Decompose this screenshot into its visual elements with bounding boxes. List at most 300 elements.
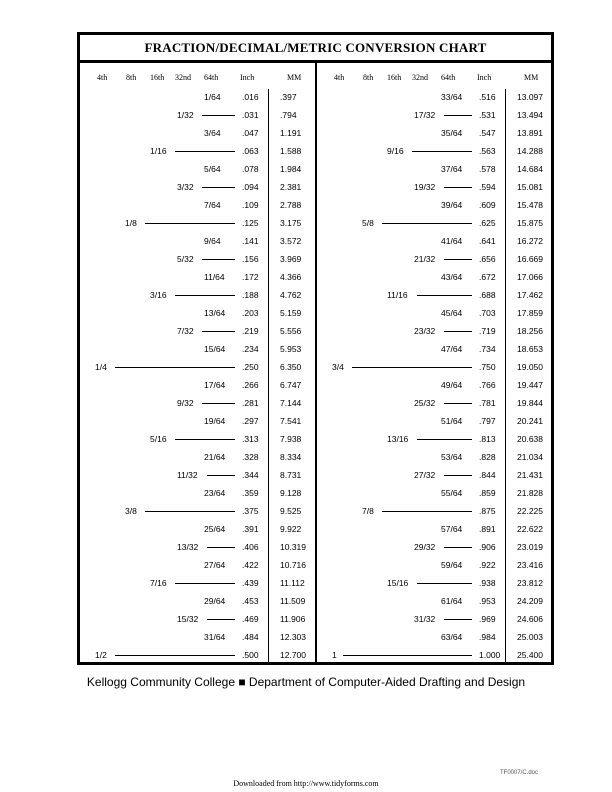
fraction-value: 3/64 (204, 128, 221, 138)
inch-value: .781 (479, 398, 496, 408)
fraction-value: 49/64 (441, 380, 463, 390)
mm-value: 14.288 (517, 146, 543, 156)
fraction-value: 13/32 (177, 542, 199, 552)
column-header: 64th (204, 73, 219, 82)
conversion-row (317, 503, 551, 521)
mm-value: 10.319 (280, 542, 306, 552)
inch-value: .984 (479, 632, 496, 642)
leader-line (412, 151, 472, 152)
mm-value: 3.572 (280, 236, 302, 246)
mm-value: 13.097 (517, 92, 543, 102)
fraction-value: 11/64 (204, 272, 225, 282)
fraction-value: 21/32 (414, 254, 436, 264)
inch-value: .563 (479, 146, 496, 156)
fraction-value: 55/64 (441, 488, 463, 498)
conversion-row (317, 575, 551, 593)
conversion-row (317, 161, 551, 179)
mm-value: 24.606 (517, 614, 543, 624)
mm-value: 7.938 (280, 434, 302, 444)
conversion-row (317, 593, 551, 611)
mm-value: 9.922 (280, 524, 302, 534)
fraction-value: 1/32 (177, 110, 194, 120)
fraction-value: 7/8 (362, 506, 374, 516)
leader-line (343, 655, 472, 656)
fraction-value: 5/16 (150, 434, 167, 444)
conversion-row (80, 341, 315, 359)
fraction-value: 1 (332, 650, 337, 660)
conversion-row (317, 539, 551, 557)
fraction-value: 1/2 (95, 650, 107, 660)
fraction-value: 13/16 (387, 434, 409, 444)
mm-value: 16.272 (517, 236, 543, 246)
leader-line (444, 475, 472, 476)
fraction-value: 33/64 (441, 92, 463, 102)
mm-value: 19.050 (517, 362, 543, 372)
fraction-value: 3/16 (150, 290, 167, 300)
inch-value: .969 (479, 614, 496, 624)
mm-value: 16.669 (517, 254, 543, 264)
conversion-row (80, 539, 315, 557)
leader-line (444, 331, 472, 332)
conversion-row (80, 107, 315, 125)
conversion-row (317, 233, 551, 251)
conversion-row (80, 215, 315, 233)
mm-value: 22.622 (517, 524, 543, 534)
mm-value: 7.144 (280, 398, 302, 408)
fraction-value: 5/32 (177, 254, 194, 264)
fraction-value: 5/64 (204, 164, 221, 174)
conversion-row (80, 431, 315, 449)
mm-value: 5.556 (280, 326, 302, 336)
inch-value: .797 (479, 416, 496, 426)
mm-value: 5.953 (280, 344, 302, 354)
inch-value: .203 (242, 308, 259, 318)
mm-value: 2.788 (280, 200, 302, 210)
leader-line (417, 439, 472, 440)
fraction-value: 29/32 (414, 542, 436, 552)
mm-value: 9.525 (280, 506, 302, 516)
leader-line (207, 619, 235, 620)
fraction-value: 3/8 (125, 506, 137, 516)
inch-value: .328 (242, 452, 259, 462)
inch-value: .500 (242, 650, 259, 660)
inch-value: .813 (479, 434, 496, 444)
conversion-row (317, 215, 551, 233)
conversion-row (317, 287, 551, 305)
mm-value: .397 (280, 92, 297, 102)
mm-value: 20.241 (517, 416, 543, 426)
fraction-value: 27/64 (204, 560, 226, 570)
conversion-row (80, 575, 315, 593)
mm-value: 1.191 (280, 128, 302, 138)
inch-value: .141 (242, 236, 259, 246)
leader-line (202, 331, 235, 332)
inch-value: .281 (242, 398, 259, 408)
inch-value: .516 (479, 92, 496, 102)
mm-value: 11.906 (280, 614, 306, 624)
inch-value: .266 (242, 380, 259, 390)
mm-value: 13.494 (517, 110, 543, 120)
fraction-value: 1/8 (125, 218, 137, 228)
mm-value: 21.034 (517, 452, 543, 462)
inch-value: .578 (479, 164, 496, 174)
inch-value: .406 (242, 542, 259, 552)
conversion-row (80, 413, 315, 431)
conversion-row (80, 233, 315, 251)
mm-value: .794 (280, 110, 297, 120)
inch-value: .594 (479, 182, 496, 192)
fraction-value: 23/64 (204, 488, 226, 498)
fraction-value: 1/64 (204, 92, 221, 102)
mm-value: 4.366 (280, 272, 302, 282)
conversion-row (80, 89, 315, 107)
mm-value: 10.716 (280, 560, 306, 570)
fraction-value: 53/64 (441, 452, 463, 462)
conversion-row (80, 557, 315, 575)
conversion-row (317, 125, 551, 143)
mm-value: 6.350 (280, 362, 302, 372)
mm-value: 25.400 (517, 650, 543, 660)
conversion-row (80, 323, 315, 341)
inch-value: .297 (242, 416, 259, 426)
leader-line (145, 223, 235, 224)
inch-value: .875 (479, 506, 496, 516)
inch-value: .063 (242, 146, 259, 156)
fraction-value: 3/32 (177, 182, 194, 192)
conversion-row (80, 305, 315, 323)
inch-value: .938 (479, 578, 496, 588)
inch-value: .344 (242, 470, 259, 480)
mm-value: 18.653 (517, 344, 543, 354)
inch-value: .375 (242, 506, 259, 516)
mm-value: 21.828 (517, 488, 543, 498)
document-code: TF0007/C.doc (500, 770, 539, 776)
inch-value: .250 (242, 362, 259, 372)
fraction-value: 29/64 (204, 596, 226, 606)
conversion-row (317, 467, 551, 485)
conversion-row (317, 107, 551, 125)
conversion-row (317, 629, 551, 647)
column-header: 32nd (412, 73, 428, 82)
conversion-row (80, 359, 315, 377)
fraction-value: 1/4 (95, 362, 107, 372)
inch-value: .359 (242, 488, 259, 498)
column-header: MM (287, 73, 302, 82)
conversion-row (317, 485, 551, 503)
fraction-value: 41/64 (441, 236, 463, 246)
mm-value: 24.209 (517, 596, 543, 606)
conversion-row (317, 359, 551, 377)
conversion-row (80, 503, 315, 521)
conversion-row (80, 467, 315, 485)
mm-value: 9.128 (280, 488, 302, 498)
inch-value: .219 (242, 326, 259, 336)
mm-value: 23.019 (517, 542, 543, 552)
conversion-row (317, 521, 551, 539)
conversion-row (80, 521, 315, 539)
conversion-row (317, 449, 551, 467)
fraction-value: 47/64 (441, 344, 463, 354)
mm-value: 1.588 (280, 146, 302, 156)
inch-value: .078 (242, 164, 259, 174)
conversion-row (80, 197, 315, 215)
fraction-value: 51/64 (441, 416, 463, 426)
inch-value: .469 (242, 614, 259, 624)
column-header: 16th (150, 73, 165, 82)
fraction-value: 15/32 (177, 614, 199, 624)
inch-value: .656 (479, 254, 496, 264)
conversion-row (317, 431, 551, 449)
left-panel (80, 63, 317, 662)
inch-value: .031 (242, 110, 259, 120)
mm-value: 7.541 (280, 416, 302, 426)
fraction-value: 17/32 (414, 110, 436, 120)
mm-value: 3.969 (280, 254, 302, 264)
inch-value: .844 (479, 470, 496, 480)
conversion-row (80, 593, 315, 611)
column-header: MM (524, 73, 539, 82)
fraction-value: 61/64 (441, 596, 463, 606)
fraction-value: 7/64 (204, 200, 221, 210)
conversion-row (80, 287, 315, 305)
mm-value: 8.334 (280, 452, 302, 462)
fraction-value: 57/64 (441, 524, 463, 534)
mm-value: 3.175 (280, 218, 302, 228)
inch-value: .953 (479, 596, 496, 606)
chart-title: FRACTION/DECIMAL/METRIC CONVERSION CHART (144, 39, 487, 55)
inch-value: .891 (479, 524, 496, 534)
mm-value: 2.381 (280, 182, 302, 192)
mm-value: 22.225 (517, 506, 543, 516)
mm-value: 19.844 (517, 398, 543, 408)
mm-value: 21.431 (517, 470, 543, 480)
mm-value: 11.509 (280, 596, 306, 606)
leader-line (352, 367, 472, 368)
conversion-row (317, 341, 551, 359)
conversion-row (80, 629, 315, 647)
leader-line (202, 403, 235, 404)
inch-value: .609 (479, 200, 496, 210)
fraction-value: 27/32 (414, 470, 436, 480)
conversion-row (80, 269, 315, 287)
fraction-value: 5/8 (362, 218, 374, 228)
inch-value: .828 (479, 452, 496, 462)
inch-value: .625 (479, 218, 496, 228)
fraction-value: 39/64 (441, 200, 463, 210)
leader-line (417, 583, 472, 584)
conversion-row (317, 611, 551, 629)
fraction-value: 15/64 (204, 344, 226, 354)
fraction-value: 19/32 (414, 182, 436, 192)
column-header: 64th (441, 73, 456, 82)
inch-value: .125 (242, 218, 259, 228)
fraction-value: 23/32 (414, 326, 436, 336)
inch-value: .439 (242, 578, 259, 588)
leader-line (382, 223, 472, 224)
fraction-value: 35/64 (441, 128, 463, 138)
mm-value: 18.256 (517, 326, 543, 336)
mm-value: 19.447 (517, 380, 543, 390)
column-header: 4th (334, 73, 345, 82)
conversion-row (80, 179, 315, 197)
column-header: 8th (363, 73, 374, 82)
column-header: Inch (240, 73, 255, 82)
inch-value: .641 (479, 236, 496, 246)
mm-value: 17.066 (517, 272, 543, 282)
inch-value: .188 (242, 290, 259, 300)
inch-value: .672 (479, 272, 496, 282)
inch-value: .422 (242, 560, 259, 570)
leader-line (444, 187, 472, 188)
inch-value: .734 (479, 344, 496, 354)
conversion-row (80, 125, 315, 143)
inch-value: .906 (479, 542, 496, 552)
fraction-value: 11/16 (387, 290, 408, 300)
column-header: 32nd (175, 73, 191, 82)
leader-line (202, 259, 235, 260)
leader-line (202, 115, 235, 116)
leader-line (115, 655, 235, 656)
fraction-value: 43/64 (441, 272, 463, 282)
fraction-value: 7/16 (150, 578, 167, 588)
leader-line (115, 367, 235, 368)
leader-line (444, 115, 472, 116)
mm-value: 15.875 (517, 218, 543, 228)
leader-line (207, 475, 235, 476)
mm-value: 20.638 (517, 434, 543, 444)
fraction-value: 37/64 (441, 164, 463, 174)
inch-value: .016 (242, 92, 259, 102)
inch-value: .313 (242, 434, 259, 444)
inch-value: .156 (242, 254, 259, 264)
inch-value: .547 (479, 128, 496, 138)
fraction-value: 13/64 (204, 308, 226, 318)
inch-value: .484 (242, 632, 259, 642)
leader-line (444, 259, 472, 260)
conversion-row (317, 557, 551, 575)
fraction-value: 63/64 (441, 632, 463, 642)
inch-value: .719 (479, 326, 496, 336)
fraction-value: 25/64 (204, 524, 226, 534)
fraction-value: 31/64 (204, 632, 226, 642)
inch-value: .109 (242, 200, 259, 210)
conversion-row (317, 179, 551, 197)
mm-value: 13.891 (517, 128, 543, 138)
inch-value: .094 (242, 182, 259, 192)
conversion-row (317, 323, 551, 341)
fraction-value: 1/16 (150, 146, 167, 156)
conversion-row (317, 305, 551, 323)
conversion-row (317, 647, 551, 665)
mm-value: 14.684 (517, 164, 543, 174)
right-panel (317, 63, 551, 662)
inch-value: .531 (479, 110, 496, 120)
mm-value: 1.984 (280, 164, 302, 174)
mm-value: 17.462 (517, 290, 543, 300)
leader-line (175, 151, 235, 152)
leader-line (444, 619, 472, 620)
conversion-row (80, 647, 315, 665)
mm-value: 5.159 (280, 308, 302, 318)
leader-line (202, 187, 235, 188)
conversion-row (317, 251, 551, 269)
inch-value: .391 (242, 524, 259, 534)
inch-value: .047 (242, 128, 259, 138)
fraction-value: 15/16 (387, 578, 409, 588)
conversion-chart (77, 32, 554, 665)
mm-value: 15.081 (517, 182, 543, 192)
mm-value: 25.003 (517, 632, 543, 642)
conversion-row (80, 485, 315, 503)
fraction-value: 17/64 (204, 380, 226, 390)
footer-credit: Kellogg Community College ■ Department of Computer-Aided Drafting and Design (86, 675, 526, 689)
conversion-row (317, 197, 551, 215)
mm-value: 4.762 (280, 290, 302, 300)
column-header: 16th (387, 73, 402, 82)
column-header: Inch (477, 73, 492, 82)
inch-value: .453 (242, 596, 259, 606)
inch-value: .766 (479, 380, 496, 390)
inch-value: 1.000 (479, 650, 501, 660)
fraction-value: 11/32 (177, 470, 198, 480)
inch-value: .922 (479, 560, 496, 570)
column-header: 4th (97, 73, 108, 82)
mm-value: 6.747 (280, 380, 302, 390)
leader-line (175, 439, 235, 440)
inch-value: .172 (242, 272, 259, 282)
leader-line (382, 511, 472, 512)
conversion-row (317, 269, 551, 287)
leader-line (444, 403, 472, 404)
fraction-value: 25/32 (414, 398, 436, 408)
fraction-value: 21/64 (204, 452, 226, 462)
fraction-value: 45/64 (441, 308, 463, 318)
mm-value: 15.478 (517, 200, 543, 210)
chart-title-bar (80, 35, 551, 63)
conversion-row (317, 413, 551, 431)
leader-line (417, 295, 472, 296)
leader-line (175, 583, 235, 584)
conversion-row (80, 395, 315, 413)
conversion-row (317, 89, 551, 107)
mm-value: 12.303 (280, 632, 306, 642)
mm-value: 17.859 (517, 308, 543, 318)
conversion-row (80, 161, 315, 179)
fraction-value: 9/16 (387, 146, 404, 156)
fraction-value: 31/32 (414, 614, 436, 624)
conversion-row (80, 377, 315, 395)
conversion-row (317, 143, 551, 161)
fraction-value: 59/64 (441, 560, 463, 570)
fraction-value: 9/32 (177, 398, 194, 408)
inch-value: .234 (242, 344, 259, 354)
fraction-value: 7/32 (177, 326, 194, 336)
leader-line (444, 547, 472, 548)
mm-value: 23.812 (517, 578, 543, 588)
fraction-value: 19/64 (204, 416, 226, 426)
leader-line (175, 295, 235, 296)
inch-value: .688 (479, 290, 496, 300)
fraction-value: 3/4 (332, 362, 344, 372)
conversion-row (317, 377, 551, 395)
conversion-row (317, 395, 551, 413)
conversion-row (80, 251, 315, 269)
mm-value: 12.700 (280, 650, 306, 660)
conversion-row (80, 449, 315, 467)
mm-value: 23.416 (517, 560, 543, 570)
leader-line (145, 511, 235, 512)
conversion-row (80, 143, 315, 161)
